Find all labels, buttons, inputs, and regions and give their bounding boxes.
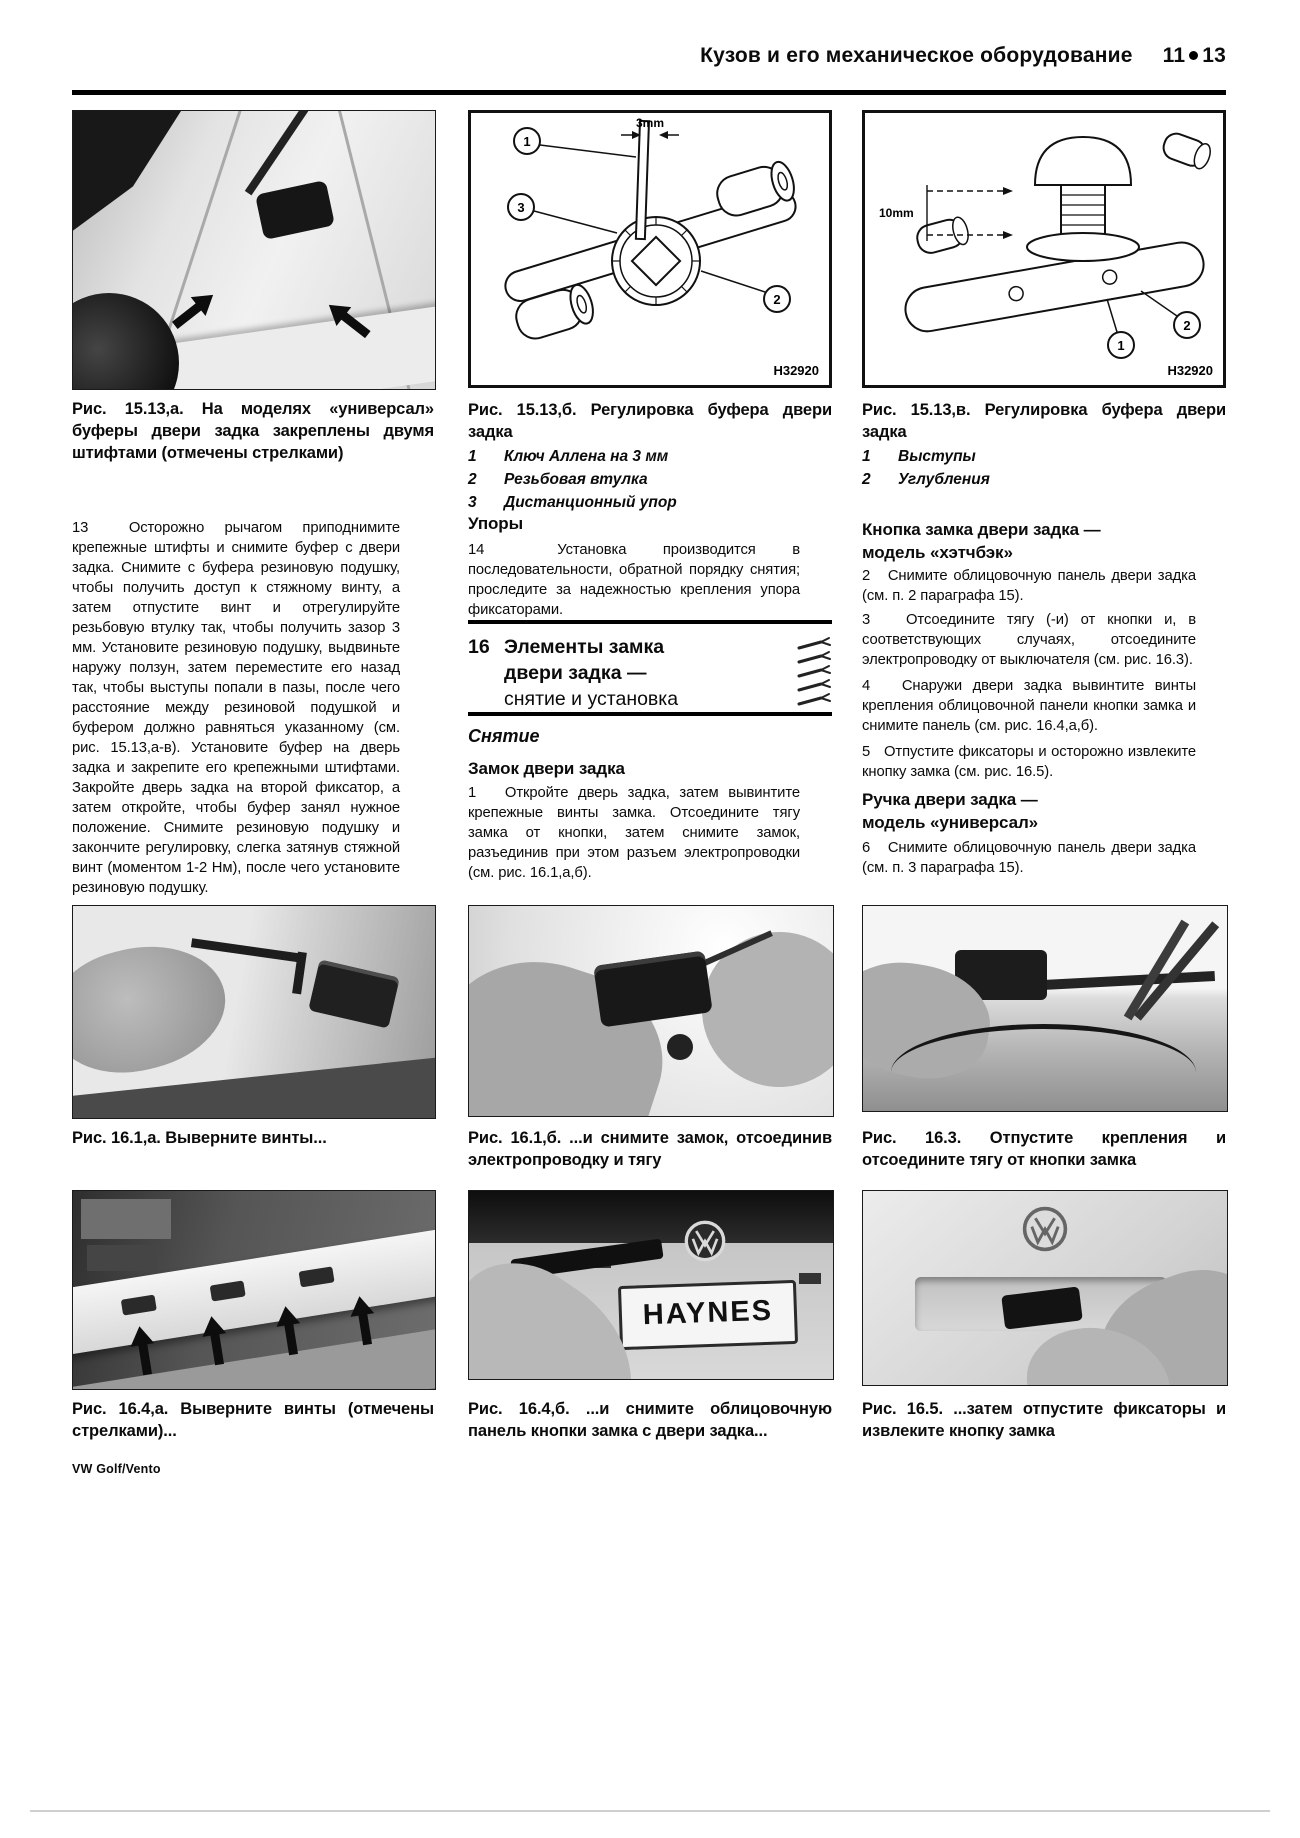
screw-mark: [210, 1280, 246, 1301]
callout-3: 3: [517, 200, 525, 215]
callout-1: 1: [523, 134, 531, 149]
trim-panel: [72, 1224, 436, 1356]
callout-2: 2: [1183, 318, 1191, 333]
chapter-number: 11: [1162, 44, 1186, 67]
lock-part: [667, 1034, 693, 1060]
license-plate: HAYNES: [618, 1280, 798, 1350]
step-4: 4 Снаружи двери задка вывинтите винты крепления облицовочной панели кнопки замка и снимите панель (см. рис. 16.4,а,б).: [862, 678, 1196, 734]
buffer-stop-drawing: [865, 113, 1223, 385]
footer-text: VW Golf/Vento: [72, 1462, 161, 1476]
photo-fig-16-1-b: [468, 905, 834, 1117]
caption-fig-16-4-b: Рис. 16.4,б. ...и снимите облицовочную панель кнопки замка с двери задка...: [468, 1400, 832, 1440]
section-rule-top: [468, 620, 832, 624]
caption-fig-16-3: Рис. 16.3. Отпустите крепления и отсоедините тягу от кнопки замка: [862, 1129, 1226, 1169]
legend-fig-15-13-v: [862, 445, 1226, 491]
section-rule-bottom: [468, 712, 832, 716]
step-6: 6 Снимите облицовочную панель двери задка (см. п. 3 параграфа 15).: [862, 840, 1196, 876]
speaker-grille: [72, 293, 179, 390]
legend-fig-15-13-b: [468, 445, 832, 514]
scan-edge-line: [30, 1810, 1270, 1812]
dark-opening: [73, 111, 223, 241]
caption-fig-16-4-a: Рис. 16.4,а. Выверните винты (отмечены стрелками)...: [72, 1400, 434, 1440]
caption-fig-15-13-v: Рис. 15.13,в. Регулировка буфера двери задка: [862, 401, 1226, 441]
screw-mark: [121, 1295, 157, 1316]
screwdriver: [245, 110, 316, 195]
legend-item: 2 Резьбовая втулка: [468, 471, 648, 488]
buffer-adjustment-drawing: [471, 113, 829, 385]
page-number: 13: [1202, 44, 1226, 67]
page-header: [72, 44, 1226, 68]
caption-fig-16-5: Рис. 16.5. ...затем отпустите фиксаторы и извлеките кнопку замка: [862, 1400, 1226, 1440]
legend-item: 2 Углубления: [862, 471, 990, 488]
heading-upory: Упоры: [468, 514, 523, 533]
garage-shelf: [87, 1245, 157, 1271]
page-number-dot: [1189, 51, 1198, 60]
garage-shelf: [81, 1199, 171, 1239]
drawing-ref-code: H32920: [1167, 363, 1213, 378]
step-13: 13 Осторожно рычагом приподнимите крепежные штифты и снимите буфер с двери задка. Снимите с буфера резиновую подушку, чтобы получить доступ к стяжному винту, а затем отпустите винт и отрегулируйте резьбовую втулку так, чтобы получить зазор 3 мм. Установите резиновую подушку, выдвиньте наружу ползун, затем переместите его назад так, чтобы выступы попали в пазы, после чего расстояние между резиновой подушкой и буфером должно равняться указанному (см. рис. 15.13,а-в). Установите буфер на дверь задка и закрепите его крепежными штифтами. Закройте дверь задка на второй фиксатор, а затем откройте, чтобы буфер занял нужное положение. Снимите резиновую подушку и закончите регулировку, слегка затянув стяжной винт (моментом 1-2 Нм), после чего установите резиновую подушку.: [72, 520, 400, 896]
vw-logo-icon: [1021, 1205, 1069, 1253]
legend-item: 1 Ключ Аллена на 3 мм: [468, 448, 669, 465]
caption-fig-16-1-b: Рис. 16.1,б. ...и снимите замок, отсоединив электропроводку и тягу: [468, 1129, 832, 1169]
lock-assembly: [308, 959, 400, 1028]
photo-fig-16-5: [862, 1190, 1228, 1386]
heading-ruchka: Ручка двери задка — модель «универсал»: [862, 790, 1038, 832]
arrow-icon: [167, 284, 223, 335]
callout-1: 1: [1117, 338, 1125, 353]
screw-mark: [299, 1266, 335, 1287]
plate-light: [799, 1273, 821, 1284]
buffer-pin: [255, 180, 335, 240]
dim-label-3mm: 3mm: [635, 116, 665, 130]
step-2: 2 Снимите облицовочную панель двери задка (см. п. 2 параграфа 15).: [862, 568, 1196, 604]
drawing-fig-15-13-v: [862, 110, 1226, 388]
section-16-heading: [468, 634, 798, 712]
section-title-line1: Элементы замка: [504, 636, 665, 658]
vw-logo-icon: [683, 1219, 727, 1263]
photo-fig-16-4-a: [72, 1190, 436, 1390]
heading-knopka: Кнопка замка двери задка — модель «хэтчбэк»: [862, 520, 1101, 562]
legend-item: 3 Дистанционный упор: [468, 494, 677, 511]
drawing-ref-code: H32920: [773, 363, 819, 378]
drawing-fig-15-13-b: [468, 110, 832, 388]
header-rule: [72, 90, 1226, 95]
step-1: 1 Откройте дверь задка, затем вывинтите крепежные винты замка. Отсоедините тягу замка от кнопки, затем снимите замок, разъединив при этом разъем электропроводки (см. рис. 16.1,а,б).: [468, 785, 800, 881]
section-title-line3: снятие и установка: [504, 688, 679, 710]
difficulty-wrenches-icon: [793, 634, 837, 708]
photo-fig-16-4-b: [468, 1190, 834, 1380]
caption-fig-15-13-a: Рис. 15.13,а. На моделях «универсал» буферы двери задка закреплены двумя штифтами (отмечены стрелками): [72, 400, 434, 462]
rear-window: [469, 1191, 833, 1243]
legend-item: 1 Выступы: [862, 448, 976, 465]
hand: [72, 929, 238, 1090]
step-5: 5 Отпустите фиксаторы и осторожно извлеките кнопку замка (см. рис. 16.5).: [862, 744, 1196, 780]
photo-fig-16-3: [862, 905, 1228, 1112]
callout-2: 2: [773, 292, 781, 307]
step-14: 14 Установка производится в последовательности, обратной порядку снятия; проследите за надежностью крепления упора фиксаторами.: [468, 542, 800, 618]
photo-fig-15-13-a: [72, 110, 436, 390]
heading-snyatie: Снятие: [468, 726, 540, 746]
step-3: 3 Отсоедините тягу (-и) от кнопки и, в соответствующих случаях, отсоедините электропроводку от выключателя (см. рис. 16.3).: [862, 612, 1196, 668]
allen-key: [191, 938, 303, 962]
caption-fig-16-1-a: Рис. 16.1,а. Выверните винты...: [72, 1129, 327, 1147]
page-title: Кузов и его механическое оборудование: [700, 44, 1133, 67]
dim-label-10mm: 10mm: [879, 206, 914, 220]
caption-fig-15-13-b: Рис. 15.13,б. Регулировка буфера двери задка: [468, 401, 832, 441]
section-number: 16: [468, 636, 490, 658]
section-title-line2: двери задка —: [504, 662, 647, 684]
cable: [891, 1024, 1196, 1112]
lock-assembly: [593, 951, 713, 1028]
heading-zamok: Замок двери задка: [468, 759, 625, 778]
photo-fig-16-1-a: [72, 905, 436, 1119]
